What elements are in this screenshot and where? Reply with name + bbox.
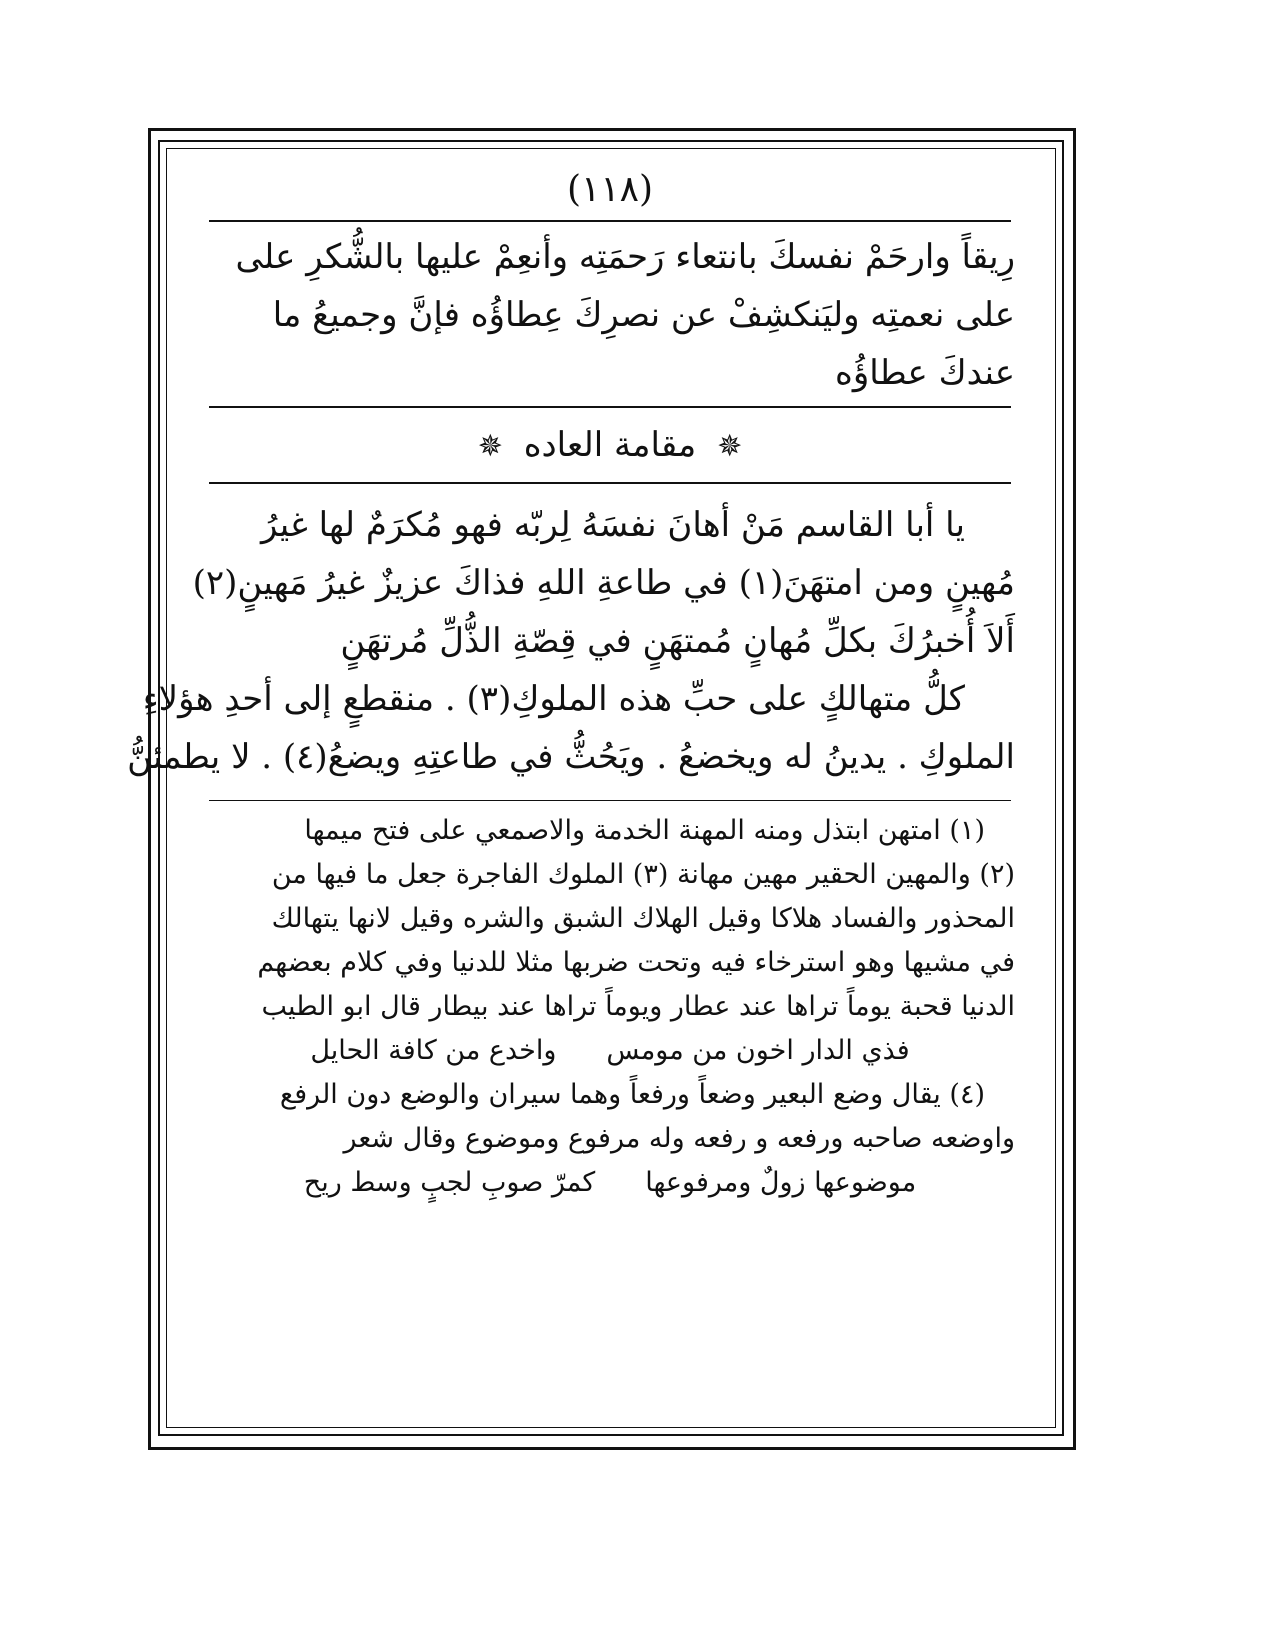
text-line: أَلاَ أُخبرُكَ بكلِّ مُهانٍ مُمتهَنٍ في قِصّةِ الذُّلِّ مُرتهَنٍ: [340, 621, 1015, 661]
footnote-line: (١) امتهن ابتذل ومنه المهنة الخدمة والاصمعي على فتح ميمها: [304, 815, 985, 846]
page-content: [127, 150, 1015, 1213]
section-title: مقامة العاده: [523, 425, 697, 465]
verse-hemistich: فذي الدار اخون من مومس: [606, 1035, 910, 1066]
text-line: كلُّ متهالكٍ على حبِّ هذه الملوكِ(٣) . منقطعٍ إلى أحدِ هؤلاءِ: [142, 679, 965, 719]
main-text: [127, 484, 1015, 800]
poem-verse: [205, 1161, 1015, 1205]
footnote-line: المحذور والفساد هلاكا وقيل الهلاك الشبق والشره وقيل لانها يتهالك: [271, 903, 1015, 934]
page-number: (١١٨): [566, 169, 654, 210]
footnote-line: واوضعه صاحبه ورفعه و رفعه وله مرفوع وموضوع وقال شعر: [343, 1123, 1015, 1154]
continuation-text: [205, 222, 1015, 406]
verse-hemistich: واخدع من كافة الحايل: [310, 1035, 557, 1066]
section-heading: [205, 408, 1015, 482]
verse-hemistich: كمرّ صوبِ لجبٍ وسط ريح: [303, 1167, 596, 1198]
ornament-star-icon: ✵: [477, 429, 503, 464]
footnote-line: (٢) والمهين الحقير مهين مهانة (٣) الملوك الفاجرة جعل ما فيها من: [271, 859, 1015, 890]
text-line: الملوكِ . يدينُ له ويخضعُ . ويَحُثُّ في طاعتِهِ ويضعُ(٤) . لا يطمئنُّ: [127, 737, 1015, 777]
poem-verse: [205, 1029, 1015, 1073]
footnote-line: في مشيها وهو استرخاء فيه وتحت ضربها مثلا للدنيا وفي كلام بعضهم: [257, 947, 1015, 978]
text-line: مُهينٍ ومن امتهَنَ(١) في طاعةِ اللهِ فذاكَ عزيزٌ غيرُ مَهينٍ(٢): [192, 563, 1015, 603]
text-line: يا أبا القاسم مَنْ أهانَ نفسَهُ لِربّه فهو مُكرَمٌ لها غيرُ: [261, 505, 965, 545]
footnote-line: (٤) يقال وضع البعير وضعاً ورفعاً وهما سيران والوضع دون الرفع: [279, 1079, 985, 1110]
text-line: على نعمتِه وليَنكشِفْ عن نصرِكَ عِطاؤُه فإنَّ وجميعُ ما: [272, 295, 1015, 335]
verse-hemistich: موضوعها زولٌ ومرفوعها: [645, 1167, 917, 1198]
footnote-line: الدنيا قحبة يوماً تراها عند عطار ويوماً تراها عند بيطار قال ابو الطيب: [261, 991, 1015, 1022]
text-line: عندكَ عطاؤُه: [835, 353, 1015, 393]
ornament-star-icon: ✵: [717, 429, 743, 464]
footnotes: [205, 801, 1015, 1213]
text-line: رِيقاً وارحَمْ نفسكَ بانتعاء رَحمَتِه وأنعِمْ عليها بالشُّكرِ على: [235, 237, 1015, 277]
